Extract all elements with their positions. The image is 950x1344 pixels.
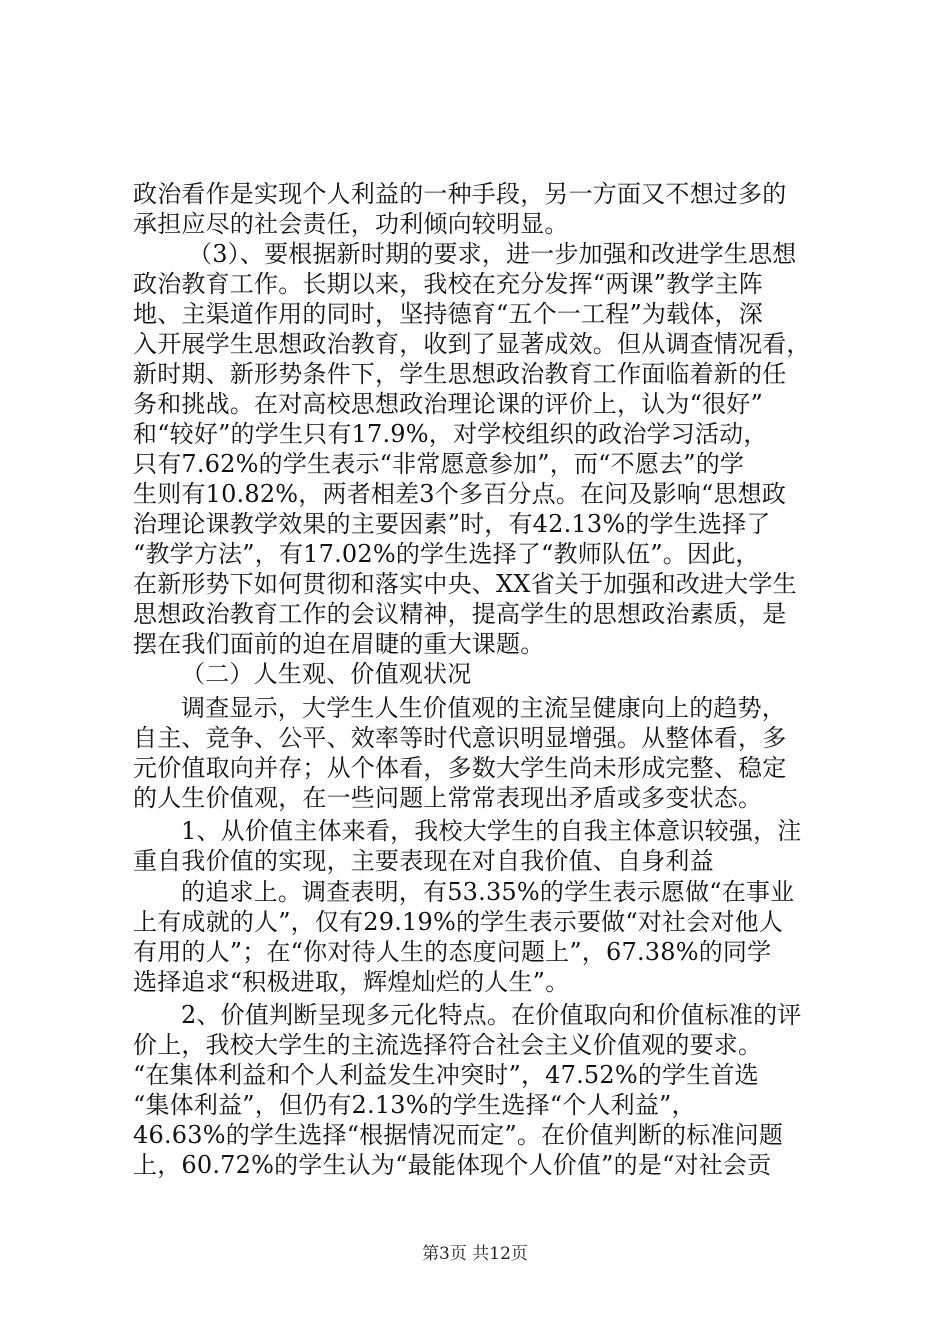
paragraph-line: 的人生价值观，在一些问题上常常表现出矛盾或多变状态。 (133, 784, 763, 812)
paragraph-line: 新时期、新形势条件下，学生思想政治教育工作面临着新的任 (133, 360, 787, 388)
paragraph-line: 调查显示，大学生人生价值观的主流呈健康向上的趋势， (181, 694, 786, 722)
paragraph-line: 入开展学生思想政治教育，收到了显著成效。但从调查情况看， (133, 330, 811, 358)
paragraph-line: 承担应尽的社会责任，功利倾向较明显。 (133, 210, 569, 238)
paragraph-line: 的追求上。调查表明，有53.35%的学生表示愿做“在事业 (181, 878, 795, 906)
paragraph-line: 政治教育工作。长期以来，我校在充分发挥“两课”教学主阵 (133, 270, 763, 298)
paragraph-line: 价上，我校大学生的主流选择符合社会主义价值观的要求。 (133, 1031, 763, 1059)
paragraph-line: 元价值取向并存；从个体看，多数大学生尚未形成完整、稳定 (133, 754, 787, 782)
paragraph-line: 有用的人”；在“你对待人生的态度问题上”，67.38%的同学 (133, 938, 772, 966)
paragraph-line: 治理论课教学效果的主要因素”时，有42.13%的学生选择了 (133, 510, 771, 538)
page-number-footer: 第3页 共12页 (422, 1244, 528, 1264)
paragraph-line: 思想政治教育工作的会议精神，提高学生的思想政治素质，是 (133, 600, 787, 628)
paragraph-line: 摆在我们面前的迫在眉睫的重大课题。 (133, 630, 545, 658)
paragraph-line: 1、从价值主体来看，我校大学生的自我主体意识较强，注 (181, 817, 802, 845)
paragraph-line: 选择追求“积极进取，辉煌灿烂的人生”。 (133, 968, 570, 996)
paragraph-line: “在集体利益和个人利益发生冲突时”，47.52%的学生首选 (133, 1061, 759, 1089)
paragraph-line: 46.63%的学生选择“根据情况而定”。在价值判断的标准问题 (133, 1121, 784, 1149)
paragraph-line: 政治看作是实现个人利益的一种手段，另一方面又不想过多的 (133, 180, 787, 208)
paragraph-line: 上有成就的人”，仅有29.19%的学生表示要做“对社会对他人 (133, 908, 784, 936)
paragraph-line: （3）、要根据新时期的要求，进一步加强和改进学生思想 (188, 240, 797, 268)
paragraph-line: 和“较好”的学生只有17.9%，对学校组织的政治学习活动， (133, 420, 768, 448)
paragraph-line: 地、主渠道作用的同时，坚持德育“五个一工程”为载体，深 (133, 300, 763, 328)
paragraph-line: “教学方法”，有17.02%的学生选择了“教师队伍”。因此， (133, 540, 760, 568)
paragraph-line: “集体利益”，但仍有2.13%的学生选择“个人利益”， (133, 1091, 696, 1119)
paragraph-line: 自主、竞争、公平、效率等时代意识明显增强。从整体看，多 (133, 724, 787, 752)
paragraph-line: 务和挑战。在对高校思想政治理论课的评价上，认为“很好” (133, 390, 763, 418)
paragraph-line: 生则有10.82%，两者相差3个多百分点。在问及影响“思想政 (133, 480, 787, 508)
paragraph-line: 重自我价值的实现，主要表现在对自我价值、自身利益 (133, 847, 714, 875)
paragraph-line: 2、价值判断呈现多元化特点。在价值取向和价值标准的评 (181, 1001, 802, 1029)
paragraph-line: 上，60.72%的学生认为“最能体现个人价值”的是“对社会贡 (133, 1151, 772, 1179)
section-heading: （二）人生观、价值观状况 (181, 660, 472, 688)
paragraph-line: 在新形势下如何贯彻和落实中央、XX省关于加强和改进大学生 (133, 570, 797, 598)
paragraph-line: 只有7.62%的学生表示“非常愿意参加”，而“不愿去”的学 (133, 450, 745, 478)
